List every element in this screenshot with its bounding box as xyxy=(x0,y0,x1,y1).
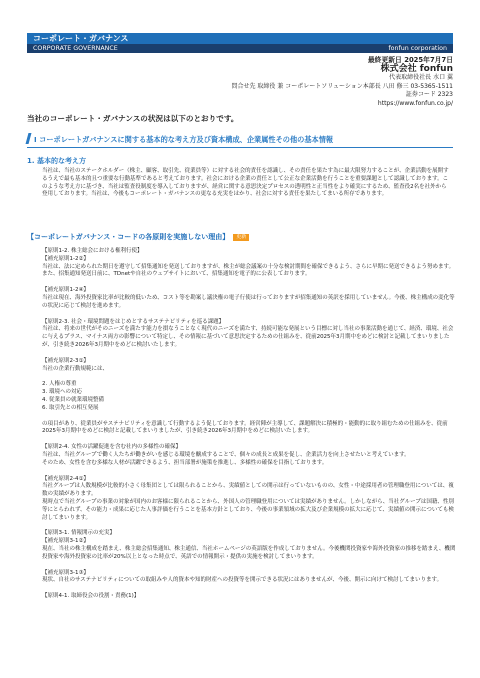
list-item: 当社グループは人数規模が比較的小さく母集団としては限られることから、実績値としての開示は行っていないものの、女性・中途採用者の管理職登用については、複数の実績があります。 xyxy=(42,483,454,498)
spacer xyxy=(42,468,456,476)
header-subtitle: CORPORATE GOVERNANCE xyxy=(33,45,118,52)
list-item: の項目があり、従業員がサステナビリティを意識して行動するよう促しております。経営陣が主導して、課題解決に積極的・能動的に取り組むための仕組みを、従前2025年3月期中をめどに検討と記載してまいりましたが、引き続き2026年3月期中をめどに検討いたします。 xyxy=(42,420,448,435)
list-item: 【原則3-1. 情報開示の充実】 xyxy=(42,530,115,537)
header-subbar xyxy=(27,44,453,53)
list-item: 3. 環境への対応 xyxy=(42,389,82,396)
list-item: 当社は現在、海外投資家比率が比較的低いため、コスト等を勘案し議決権の電子行使は行っておりますが招集通知の英訳を採用していません。今後、株主構成の変化等の状況に応じて検討を進めます。 xyxy=(42,294,455,309)
spacer xyxy=(42,350,456,358)
basic-policy-heading: 1. 基本的な考え方 xyxy=(27,157,86,165)
list-item: そのため、女性を含む多様な人材が活躍できるよう、担当部署が施策を推進し、多様性の確保を目指しております。 xyxy=(42,459,328,466)
contact-info: 問合せ先 取締役 兼 コーポレートソリューション本部長 八田 修三 03-5365-1511 xyxy=(231,82,453,90)
list-item: 4. 従業員の就業環境整備 xyxy=(42,396,104,403)
list-item: 【原則2-3. 社会・環境問題をはじめとするサステナビリティを巡る課題】 xyxy=(42,318,225,325)
update-badge: 更新 xyxy=(233,234,249,241)
list-item: 現時点で当社グループの事業の対象が国内のお客様に限られることから、外国人の管理職登用については実績がありません。しかしながら、当社グループは国籍、性別等にとらわれず、その能力・成果に応じた人事評価を行うことを基本方針としており、今後の事業領域の拡大及び企業規模の拡大に応じて、実績値の開示についても検討してまいります。 xyxy=(42,498,454,521)
lead-text: 当社のコーポレート・ガバナンスの状況は以下のとおりです。 xyxy=(27,114,239,123)
spacer xyxy=(42,311,456,319)
list-item: 【補充原則2-3①】 xyxy=(42,357,89,364)
list-item: 当社は、当社グループで働く人たちが働きがいを感じる環境を醸成することで、個々の成長と成果を促し、企業活力を向上させたいと考えています。 xyxy=(42,451,410,458)
header-title: コーポレート・ガバナンス xyxy=(27,33,453,44)
list-item: 【原則4-1. 取締役会の役割・責務(1)】 xyxy=(42,593,140,600)
explanation-heading xyxy=(27,232,249,242)
list-item: また、招集通知発送日前に、TDnetや自社のウェブサイトにおいて、招集通知を電子的に公表しております。 xyxy=(42,271,311,278)
spacer xyxy=(42,562,456,570)
company-name: 株式会社 fonfun xyxy=(380,64,453,75)
list-item: 当社は、法に定められた期日を遵守して招集通知を発送しておりますが、株主が総会議案の十分な検討期間を確保できるよう、さらに早期に発送できるよう努めます。 xyxy=(42,263,455,270)
list-item: 【補充原則3-1③】 xyxy=(42,569,89,576)
list-item: 6. 取引先との相互発展 xyxy=(42,404,99,411)
list-item: 現在、当社の株主構成を踏まえ、株主総会招集通知、株主通信、当社ホームページの英語版を作成しておりません。今後機関投資家や海外投資家の推移を踏まえ、機関投資家や海外投資家の比率が20%以上となった時点で、英語での情報開示・提供の実施を検討してまいります。 xyxy=(42,545,456,560)
slash-bar-icon xyxy=(26,133,32,144)
list-item: 【補充原則1-2④】 xyxy=(42,287,89,294)
list-item: 【原則1-2. 株主総会における権利行使】 xyxy=(42,248,143,254)
list-item: 当社は、将来の世代がそのニーズを満たす能力を損なうことなく現代のニーズを満たす、持続可能な発展という目標に対し当社の事業活動を通じて、経済、環境、社会に与えるプラス、マイナス両方の影響について特定し、その情報に基づいて意思決定するための仕組みを、従前2025年3月期中をめどに検討と記載してまいりましたが、引き続き2026年3月期中をめどに検討いたします。 xyxy=(42,326,454,348)
representative: 代表取締役社長 水口 翼 xyxy=(389,74,453,82)
spacer xyxy=(42,436,456,444)
list-item: 当社の企業行動規範には、 xyxy=(42,365,109,372)
section-title-text: Ⅰ コーポレートガバナンスに関する基本的な考え方及び資本構成、企業属性その他の基本情報 xyxy=(34,135,334,144)
spacer xyxy=(42,413,456,421)
header-brand: fonfun corporation xyxy=(388,45,447,52)
principles-list xyxy=(42,248,456,601)
list-item: 2. 人権の尊重 xyxy=(42,381,77,388)
list-item: 【補充原則3-1②】 xyxy=(42,538,89,545)
list-item: 【補充原則2-4①】 xyxy=(42,475,89,482)
spacer xyxy=(42,373,456,381)
list-item: 現状、自社のサステナビリティについての取組みや人的資本や知的財産への投資等を開示できる状況にはありませんが、今後、開示に向けて検討してまいります。 xyxy=(42,577,443,584)
explanation-title: 【コーポレートガバナンス・コードの各原則を実施しない理由】 xyxy=(27,233,230,241)
securities-code: 証券コード 2323 xyxy=(405,91,453,99)
spacer xyxy=(42,585,456,593)
basic-policy-body: 当社は、当社のステークホルダー（株主、顧客、取引先、従業員等）に対する社会的責任を認識し、その責任を果たす為に最大限努力することが、企業活動を展開するうえで最も基本的且つ重要な行動基準であると考えております。社会における企業の責任として公正な企業活動を行うことを重要課題として認識しております。このような考え方に基づき、当社は監査役制度を導入しておりますが、経営に関する意思決定プロセスの透明性と正当性をより確実にするため、監査役2名を社外から登用しております。当社は、今後もコーポレート・ガバナンスの更なる充実をはかり、社会に対する責任を果たしてまいる所存であります。 xyxy=(42,168,449,198)
header-banner xyxy=(27,33,453,53)
last-updated: 最終更新日 2025年7月7日 xyxy=(367,56,453,64)
section-title xyxy=(27,133,453,148)
list-item: 【補充原則1-2②】 xyxy=(42,255,89,262)
company-meta xyxy=(231,56,453,108)
spacer xyxy=(42,279,456,287)
list-item: 【原則2-4. 女性の活躍促進を含む社内の多様性の確保】 xyxy=(42,444,181,451)
company-url[interactable]: https://www.fonfun.co.jp/ xyxy=(377,99,453,107)
